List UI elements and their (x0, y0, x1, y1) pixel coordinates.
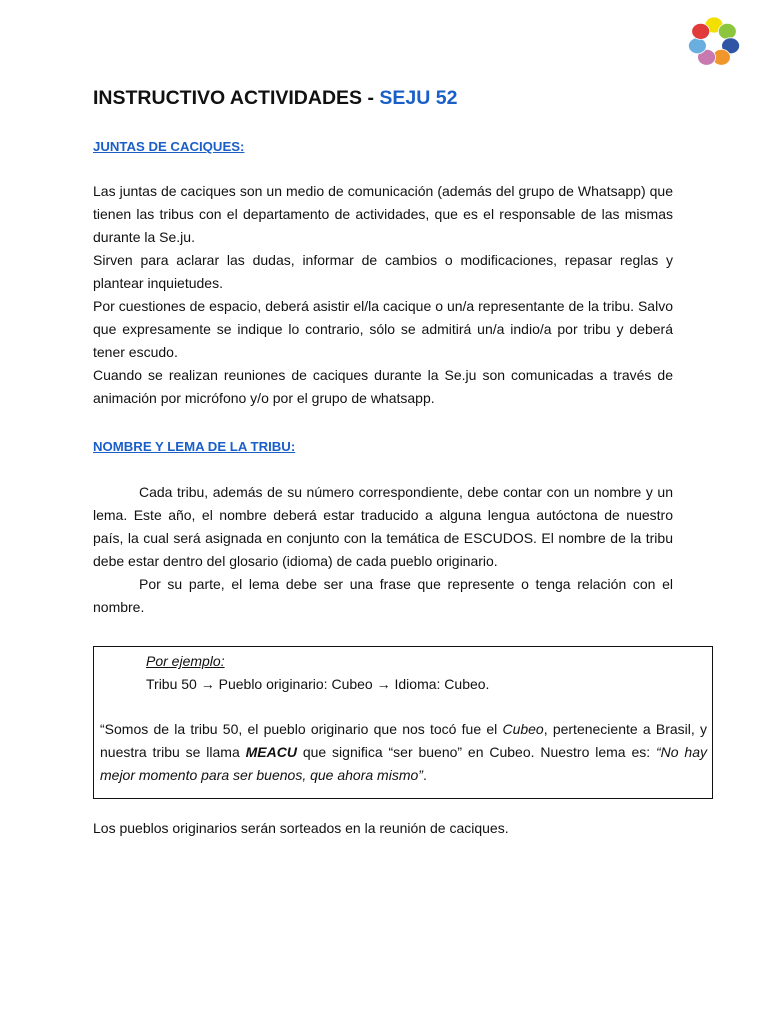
quote-text: . (422, 767, 427, 783)
paragraph: Cuando se realizan reuniones de caciques durante la Se.ju son comunicadas a través de animación por micrófono y/o por el grupo de whatsapp. (93, 367, 673, 406)
paragraph: Sirven para aclarar las dudas, informar de cambios o modificaciones, repasar reglas y plantear inquietudes. (93, 252, 673, 291)
logo-petal (692, 23, 710, 39)
section-heading-juntas: JUNTAS DE CACIQUES: (93, 139, 245, 154)
quote-cubeo: Cubeo (502, 721, 544, 737)
quote-tribe-name: MEACU (245, 744, 297, 760)
nombre-lema-body (93, 481, 673, 619)
rainbow-logo (684, 14, 744, 70)
example-tribe-line: Tribu 50 → Pueblo originario: Cubeo → Idioma: Cubeo. (146, 676, 490, 692)
paragraph: Por cuestiones de espacio, deberá asistir el/la cacique o un/a representante de la tribu. Salvo que expresamente se indique lo contrario, sólo se admitirá un/a indio/a por tribu y deberá tener escudo. (93, 298, 673, 360)
example-quote (100, 718, 707, 787)
document-title (93, 87, 457, 110)
quote-text: que significa “ser bueno” en Cubeo. Nuestro lema es: (296, 744, 656, 760)
example-label: Por ejemplo: (146, 653, 225, 669)
section-heading-nombre-lema: NOMBRE Y LEMA DE LA TRIBU: (93, 439, 296, 454)
paragraph: Por su parte, el lema debe ser una frase que represente o tenga relación con el nombre. (93, 576, 673, 615)
quote-text: , perteneciente a Brasil, y nuestra tribu se llama (100, 721, 707, 760)
quote-motto: “No hay mejor momento para ser buenos, que ahora mismo” (100, 744, 707, 783)
closing-text: Los pueblos originarios serán sorteados en la reunión de caciques. (93, 820, 509, 836)
title-main: INSTRUCTIVO ACTIVIDADES - (93, 87, 380, 109)
title-accent: SEJU 52 (379, 87, 458, 109)
paragraph: Las juntas de caciques son un medio de comunicación (además del grupo de Whatsapp) que tienen las tribus con el departamento de actividades, que es el responsable de las mismas durante la Se.ju. (93, 183, 673, 245)
logo-petal (688, 38, 706, 54)
logo-petal (718, 23, 736, 39)
example-box (93, 646, 713, 799)
quote-text: “Somos de la tribu 50, el pueblo originario que nos tocó fue el (100, 721, 503, 737)
juntas-body (93, 180, 673, 410)
paragraph: Cada tribu, además de su número correspondiente, debe contar con un nombre y un lema. Este año, el nombre deberá estar traducido a alguna lengua autóctona de nuestro país, la cual será asignada en conjunto con la temática de ESCUDOS. El nombre de la tribu debe estar dentro del glosario (idioma) de cada pueblo originario. (93, 484, 673, 569)
